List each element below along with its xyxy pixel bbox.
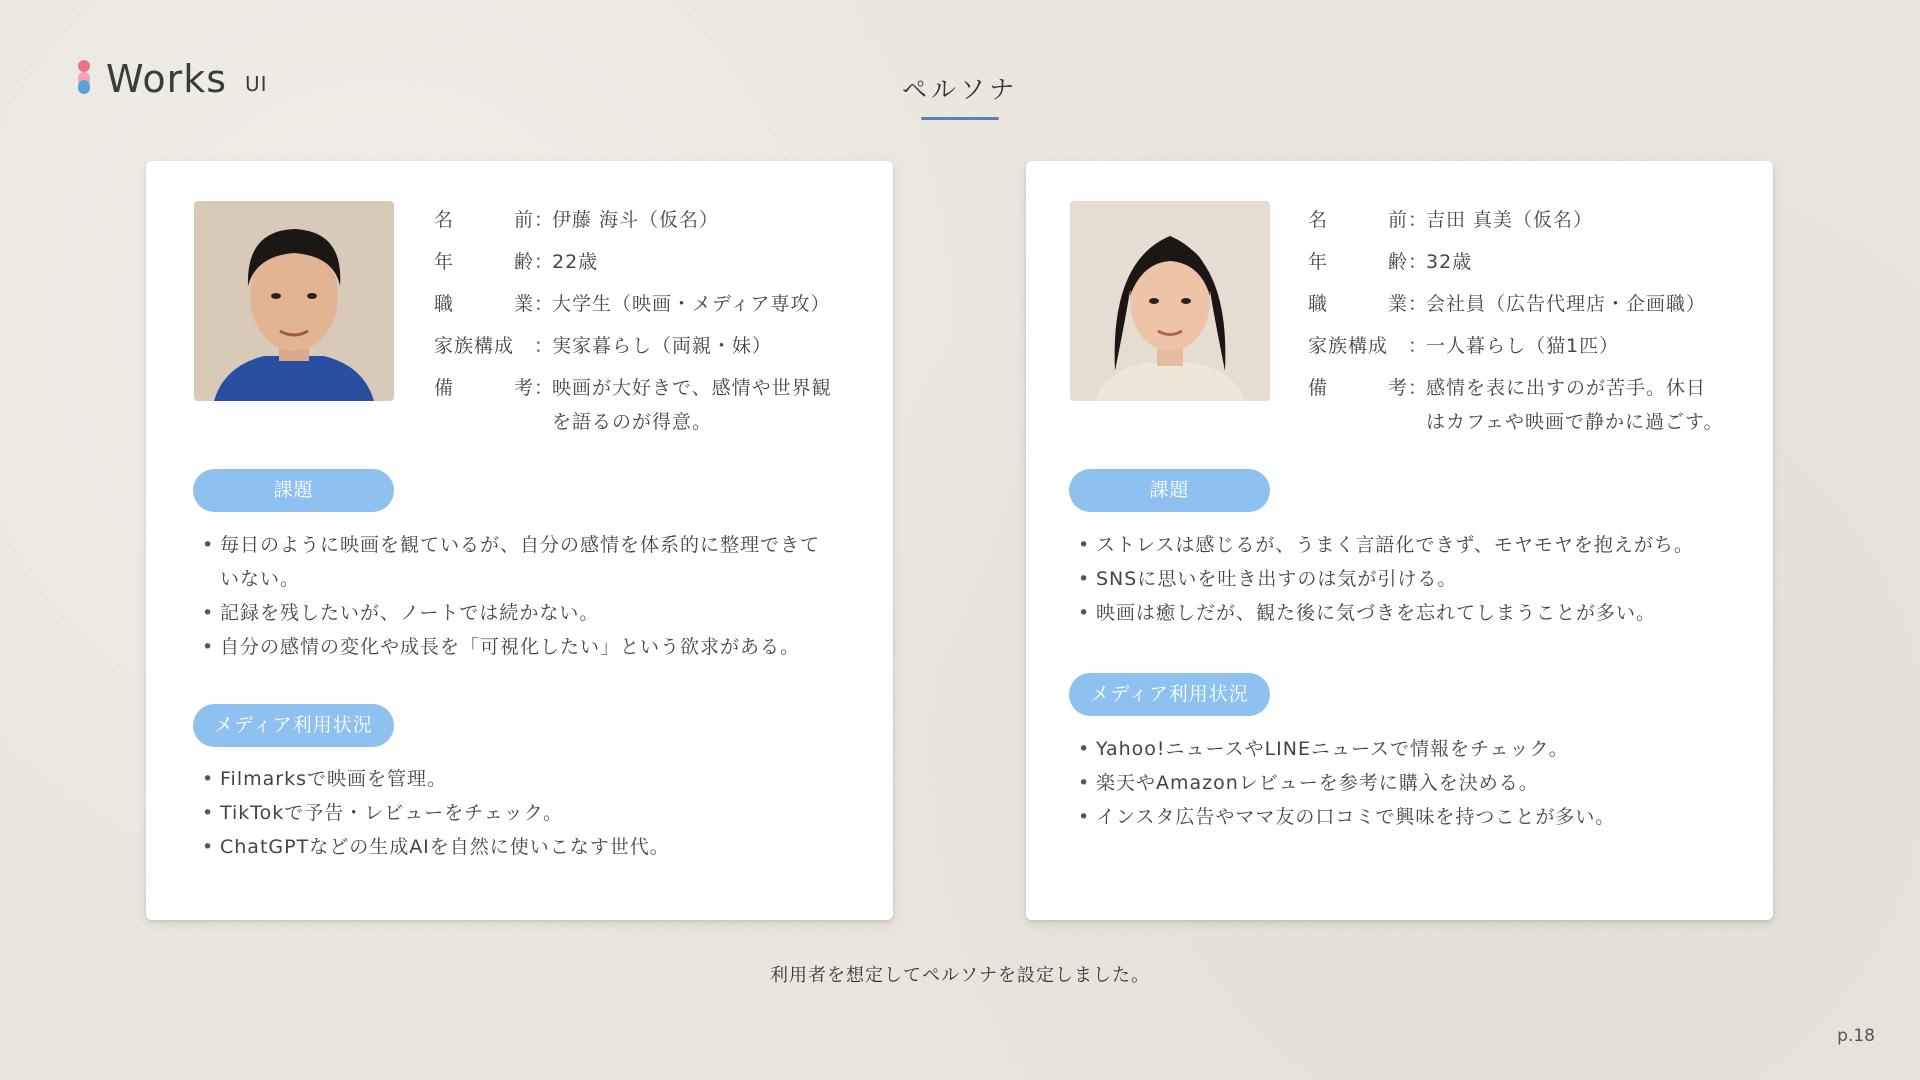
list-item-continuation: いない。 [220, 568, 301, 590]
list-item: • インスタ広告やママ友の口コミで興味を持つことが多い。 [1078, 800, 1728, 834]
list-item: • ストレスは感じるが、うまく言語化できず、モヤモヤを抱えがち。 [1078, 528, 1728, 562]
profile-row-age: 年 齢 ： 32歳 [1308, 245, 1748, 279]
media-list [202, 762, 852, 864]
issues-badge: 課題 [193, 469, 394, 512]
job-value: 会社員（広告代理店・企画職） [1426, 293, 1707, 315]
profile-row-notes: 備 考 ： 映画が大好きで、感情や世界観 を語るのが得意。 [434, 371, 874, 439]
profile-row-notes: 備 考 ： 感情を表に出すのが苦手。休日 はカフェや映画で静かに過ごす。 [1308, 371, 1748, 439]
family-value: 実家暮らし（両親・妹） [552, 335, 773, 357]
media-list [1078, 732, 1728, 834]
profile-row-family: 家族構成 ： 実家暮らし（両親・妹） [434, 329, 874, 363]
persona-profile [434, 203, 874, 447]
persona-photo [1070, 201, 1270, 401]
family-label: 家族構成 [434, 335, 515, 357]
list-item: • SNSに思いを吐き出すのは気が引ける。 [1078, 562, 1728, 596]
list-item: • ChatGPTなどの生成AIを自然に使いこなす世代。 [202, 830, 852, 864]
notes-label: 備 考 [1308, 377, 1408, 399]
persona-card-2 [1026, 161, 1773, 920]
job-value: 大学生（映画・メディア専攻） [552, 293, 831, 315]
persona-profile [1308, 203, 1748, 447]
profile-row-family: 家族構成 ： 一人暮らし（猫1匹） [1308, 329, 1748, 363]
issues-list [202, 528, 852, 664]
age-value: 22歳 [552, 251, 599, 273]
list-item: • 記録を残したいが、ノートでは続かない。 [202, 596, 852, 630]
slide-caption: 利用者を想定してペルソナを設定しました。 [770, 965, 1150, 986]
job-label: 職 業 [434, 293, 534, 315]
notes-value: 感情を表に出すのが苦手。休日 はカフェや映画で静かに過ごす。 [1426, 377, 1724, 433]
name-label: 名 前 [1308, 209, 1408, 231]
notes-value: 映画が大好きで、感情や世界観 を語るのが得意。 [552, 377, 832, 433]
media-badge: メディア利用状況 [1069, 673, 1270, 716]
age-value: 32歳 [1426, 251, 1473, 273]
profile-row-name: 名 前 ： 伊藤 海斗（仮名） [434, 203, 874, 237]
logo-text: Works [106, 57, 228, 101]
family-value: 一人暮らし（猫1匹） [1426, 335, 1620, 357]
page-number: p.18 [1837, 1026, 1875, 1046]
page-title: ペルソナ [901, 75, 1018, 104]
job-label: 職 業 [1308, 293, 1408, 315]
list-item: • 楽天やAmazonレビューを参考に購入を決める。 [1078, 766, 1728, 800]
notes-label: 備 考 [434, 377, 534, 399]
issues-badge: 課題 [1069, 469, 1270, 512]
title-underline [921, 117, 999, 120]
name-value: 伊藤 海斗（仮名） [552, 209, 720, 231]
list-item: • 自分の感情の変化や成長を「可視化したい」という欲求がある。 [202, 630, 852, 664]
list-item: • Filmarksで映画を管理。 [202, 762, 852, 796]
age-label: 年 齢 [1308, 251, 1408, 273]
list-item: • TikTokで予告・レビューをチェック。 [202, 796, 852, 830]
issues-list [1078, 528, 1728, 630]
profile-row-job: 職 業 ： 会社員（広告代理店・企画職） [1308, 287, 1748, 321]
profile-row-job: 職 業 ： 大学生（映画・メディア専攻） [434, 287, 874, 321]
logo-subtext: UI [245, 72, 268, 96]
young-woman-portrait-icon [1070, 201, 1270, 401]
profile-row-age: 年 齢 ： 22歳 [434, 245, 874, 279]
age-label: 年 齢 [434, 251, 534, 273]
list-item: • 毎日のように映画を観ているが、自分の感情を体系的に整理できて [202, 528, 852, 562]
list-item: • 映画は癒しだが、観た後に気づきを忘れてしまうことが多い。 [1078, 596, 1728, 630]
media-badge: メディア利用状況 [193, 704, 394, 747]
persona-photo [194, 201, 394, 401]
name-value: 吉田 真美（仮名） [1426, 209, 1594, 231]
list-item: • Yahoo!ニュースやLINEニュースで情報をチェック。 [1078, 732, 1728, 766]
persona-card-1 [146, 161, 893, 920]
name-label: 名 前 [434, 209, 534, 231]
young-man-portrait-icon [194, 201, 394, 401]
family-label: 家族構成 [1308, 335, 1389, 357]
profile-row-name: 名 前 ： 吉田 真美（仮名） [1308, 203, 1748, 237]
